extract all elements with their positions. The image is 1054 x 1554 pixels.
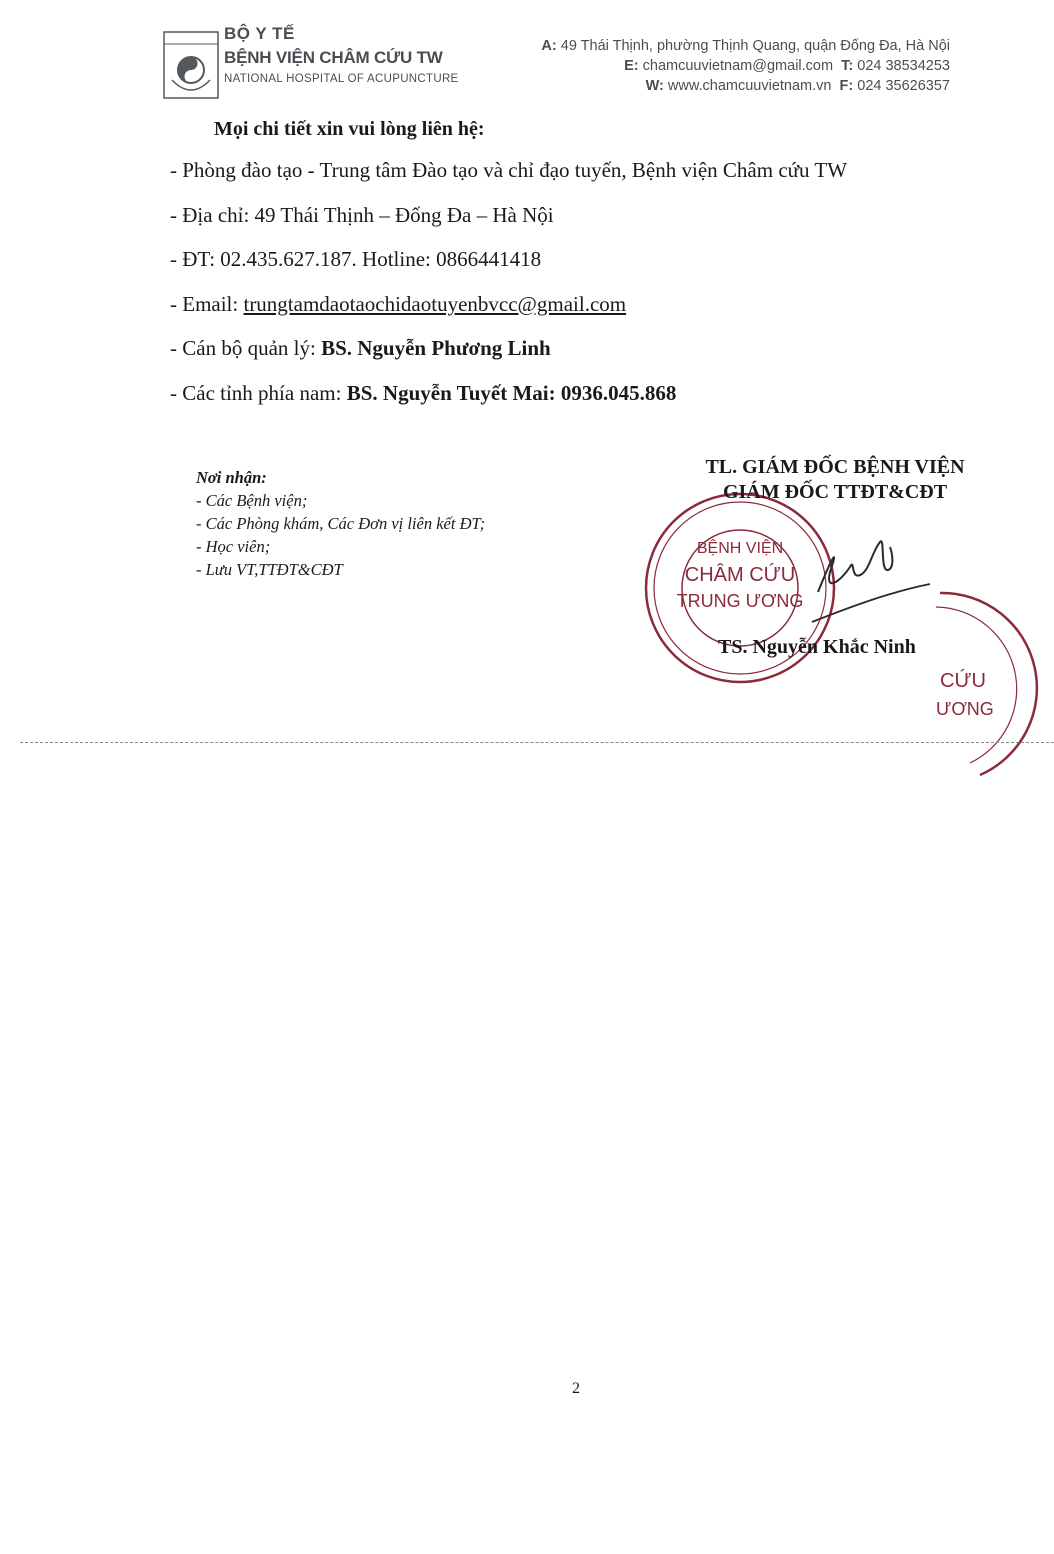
email-prefix: - Email:: [170, 291, 244, 316]
address-value: 49 Thái Thịnh, phường Thịnh Quang, quận Đống Đa, Hà Nội: [560, 38, 950, 54]
page-number: 2: [572, 1380, 580, 1397]
contact-line-south: [170, 381, 847, 426]
recipient-item: - Các Phòng khám, Các Đơn vị liên kết ĐT;: [196, 514, 486, 533]
hospital-name: BỆNH VIỆN CHÂM CỨU TW: [224, 48, 443, 67]
address-label: A:: [541, 38, 557, 54]
contact-line-manager: [170, 336, 847, 381]
letterhead-contact: [541, 36, 950, 96]
south-contact: BS. Nguyễn Tuyết Mai: 0936.045.868: [346, 380, 677, 405]
contact-line-department: - Phòng đào tạo - Trung tâm Đào tạo và chỉ đạo tuyến, Bệnh viện Châm cứu TW: [170, 158, 848, 182]
contact-email-link[interactable]: trungtamdaotaochidaotuyenbvcc@gmail.com: [243, 291, 627, 316]
phone-value: 024 38534253: [857, 58, 950, 74]
page-divider: [20, 742, 1054, 743]
contact-list: [170, 158, 847, 425]
contact-line-email: [170, 292, 847, 337]
contact-line-address: - Địa chỉ: 49 Thái Thịnh – Đống Đa – Hà Nội: [170, 202, 554, 227]
signature-block: [660, 456, 1010, 504]
stamp2-line-2: ƯƠNG: [936, 699, 994, 719]
email-value: chamcuuvietnam@gmail.com: [642, 58, 834, 74]
contact-line-phone: - ĐT: 02.435.627.187. Hotline: 0866441418: [170, 247, 542, 271]
web-label: W:: [645, 78, 664, 94]
hospital-name-english: NATIONAL HOSPITAL OF ACUPUNCTURE: [224, 73, 459, 85]
manager-name: BS. Nguyễn Phương Linh: [321, 336, 551, 360]
handwritten-signature: [800, 522, 940, 632]
phone-label: T:: [841, 58, 854, 74]
recipient-item: - Học viên;: [196, 537, 271, 556]
fax-label: F:: [839, 78, 854, 94]
stamp-line-3: TRUNG ƯƠNG: [676, 591, 804, 611]
signer-title-1: TL. GIÁM ĐỐC BỆNH VIỆN: [705, 456, 965, 478]
recipient-item: - Các Bệnh viện;: [196, 491, 308, 510]
contact-heading: Mọi chi tiết xin vui lòng liên hệ:: [214, 118, 485, 140]
letterhead-email-row: [541, 56, 950, 76]
manager-prefix: - Cán bộ quản lý:: [170, 336, 322, 360]
stamp2-line-1: CỨU: [940, 670, 986, 692]
letterhead-web-row: [541, 76, 950, 96]
web-value: www.chamcuuvietnam.vn: [667, 78, 832, 94]
letterhead-left: [224, 24, 459, 85]
signer-name: TS. Nguyễn Khắc Ninh: [718, 636, 916, 658]
stamp-line-1: BỆNH VIỆN: [696, 540, 784, 557]
fax-value: 024 35626357: [857, 78, 950, 94]
email-label: E:: [624, 58, 639, 74]
signer-title-2: GIÁM ĐỐC TTĐT&CĐT: [722, 481, 948, 503]
hospital-logo: [162, 30, 220, 100]
recipient-item: - Lưu VT,TTĐT&CĐT: [196, 560, 343, 579]
south-prefix: - Các tỉnh phía nam:: [170, 380, 347, 405]
letterhead-address-row: [541, 36, 950, 56]
recipients-title: Nơi nhận:: [196, 468, 267, 487]
ministry-name: BỘ Y TẾ: [224, 24, 295, 43]
recipients-block: [196, 466, 485, 581]
stamp-line-2: CHÂM CỨU: [684, 564, 796, 586]
